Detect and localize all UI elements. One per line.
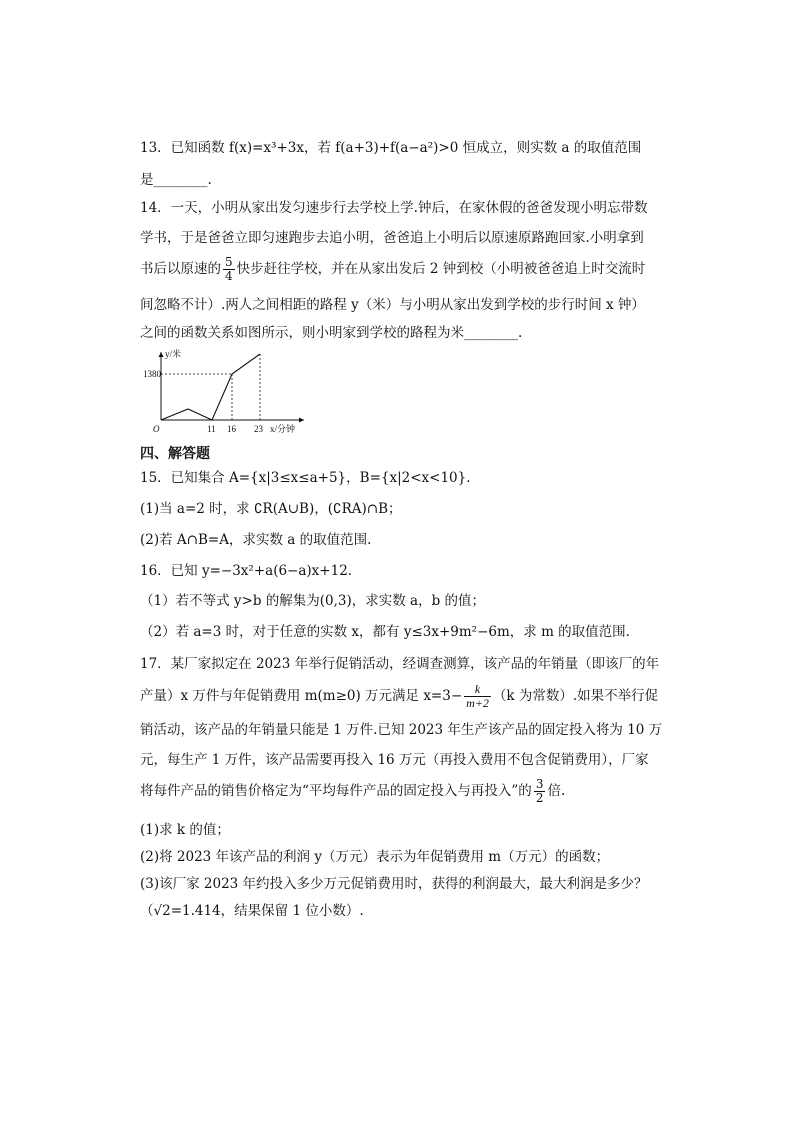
fraction-numerator: 3 xyxy=(535,777,544,791)
q17-line-5a: 将每件产品的销售价格定为“平均每件产品的固定投入与再投入”的 xyxy=(140,783,532,799)
five-quarters-fraction xyxy=(223,256,235,283)
y-axis-arrow xyxy=(159,352,164,357)
q17-part-4: （√2=1.414，结果保留 1 位小数）. xyxy=(140,903,364,919)
q15-part-1: (1)当 a=2 时，求 ∁R(A∪B)，(∁RA)∩B； xyxy=(140,501,402,517)
fraction-denominator: 2 xyxy=(535,791,544,805)
fraction-denominator: 4 xyxy=(225,269,233,283)
q17-line-5b: 倍. xyxy=(547,783,566,799)
distance-curve xyxy=(161,354,260,420)
x-axis-arrow xyxy=(299,418,304,423)
q17-line-2a: 产量）x 万件与年促销费用 m(m≥0) 万元满足 x=3− xyxy=(140,688,463,704)
x-tick-16: 16 xyxy=(227,424,236,434)
q14-line-1: 14．一天，小明从家出发匀速步行去学校上学.钟后，在家休假的爸爸发现小明忘带数 xyxy=(140,200,648,216)
distance-time-graph xyxy=(143,348,312,440)
section-title: 四、解答题 xyxy=(140,446,210,462)
q14-line-3b: 快步赶往学校，并在从家出发后 2 钟到校（小明被爸爸追上时交流时 xyxy=(236,261,646,277)
q14-line-4: 间忽略不计）.两人之间相距的路程 y（米）与小明从家出发到学校的步行时间 x 钟） xyxy=(140,297,645,313)
q17-line-4: 元，每生产 1 万件，该产品需要再投入 16 万元（再投入费用不包含促销费用），厂家 xyxy=(140,752,649,768)
fraction-numerator: 5 xyxy=(225,255,233,269)
x-tick-23: 23 xyxy=(254,424,263,434)
q16-line-1: 16．已知 y=−3x²+a(6−a)x+12. xyxy=(140,563,353,579)
q17-part-2: (2)将 2023 年该产品的利润 y（万元）表示为年促销费用 m（万元）的函数； xyxy=(140,849,610,865)
q17-line-2b: （k 为常数）.如果不举行促 xyxy=(492,688,659,704)
q16-part-1: （1）若不等式 y>b 的解集为(0,3)，求实数 a，b 的值； xyxy=(140,593,486,609)
q17-line-1: 17．某厂家拟定在 2023 年举行促销活动，经调查测算，该产品的年销量（即该厂的年 xyxy=(140,656,660,672)
q13-line-1: 13．已知函数 f(x)=x³+3x，若 f(a+3)+f(a−a²)>0 恒成立，则实数 a 的取值范围 xyxy=(140,140,642,156)
q14-line-5: 之间的函数关系如图所示，则小明家到学校的路程为米________. xyxy=(140,325,523,341)
q17-line-3: 销活动，该产品的年销量只能是 1 万件.已知 2023 年生产该产品的固定投入将为 10 万 xyxy=(140,722,663,738)
q15-line-1: 15．已知集合 A={x|3≤x≤a+5}，B={x|2<x<10}. xyxy=(140,470,471,486)
y-axis-label: y/米 xyxy=(165,349,182,359)
origin-label: O xyxy=(153,424,160,434)
q15-part-2: (2)若 A∩B=A，求实数 a 的取值范围. xyxy=(140,532,372,548)
x-tick-11: 11 xyxy=(207,424,216,434)
three-halves-fraction xyxy=(534,778,546,805)
fraction-numerator: k xyxy=(464,683,491,697)
k-over-m-plus-2-fraction xyxy=(464,683,491,710)
x-axis-label: x/分钟 xyxy=(270,424,296,434)
q17-line-5 xyxy=(140,778,565,805)
q14-line-3a: 书后以原速的 xyxy=(140,261,221,277)
q17-line-2 xyxy=(140,683,658,710)
q13-line-2: 是________. xyxy=(140,172,212,188)
q16-part-2: （2）若 a=3 时，对于任意的实数 x，都有 y≤3x+9m²−6m，求 m 的取值范围. xyxy=(140,624,630,640)
q14-line-2: 学书，于是爸爸立即匀速跑步去追小明，爸爸追上小明后以原速原路跑回家.小明拿到 xyxy=(140,230,644,246)
y-tick-1380: 1380 xyxy=(143,369,161,379)
q14-line-3 xyxy=(140,256,645,283)
q17-part-1: (1)求 k 的值； xyxy=(140,822,230,838)
fraction-denominator: m+2 xyxy=(466,696,489,710)
q17-part-3: (3)该厂家 2023 年约投入多少万元促销费用时，获得的利润最大，最大利润是多少？ xyxy=(140,876,648,892)
